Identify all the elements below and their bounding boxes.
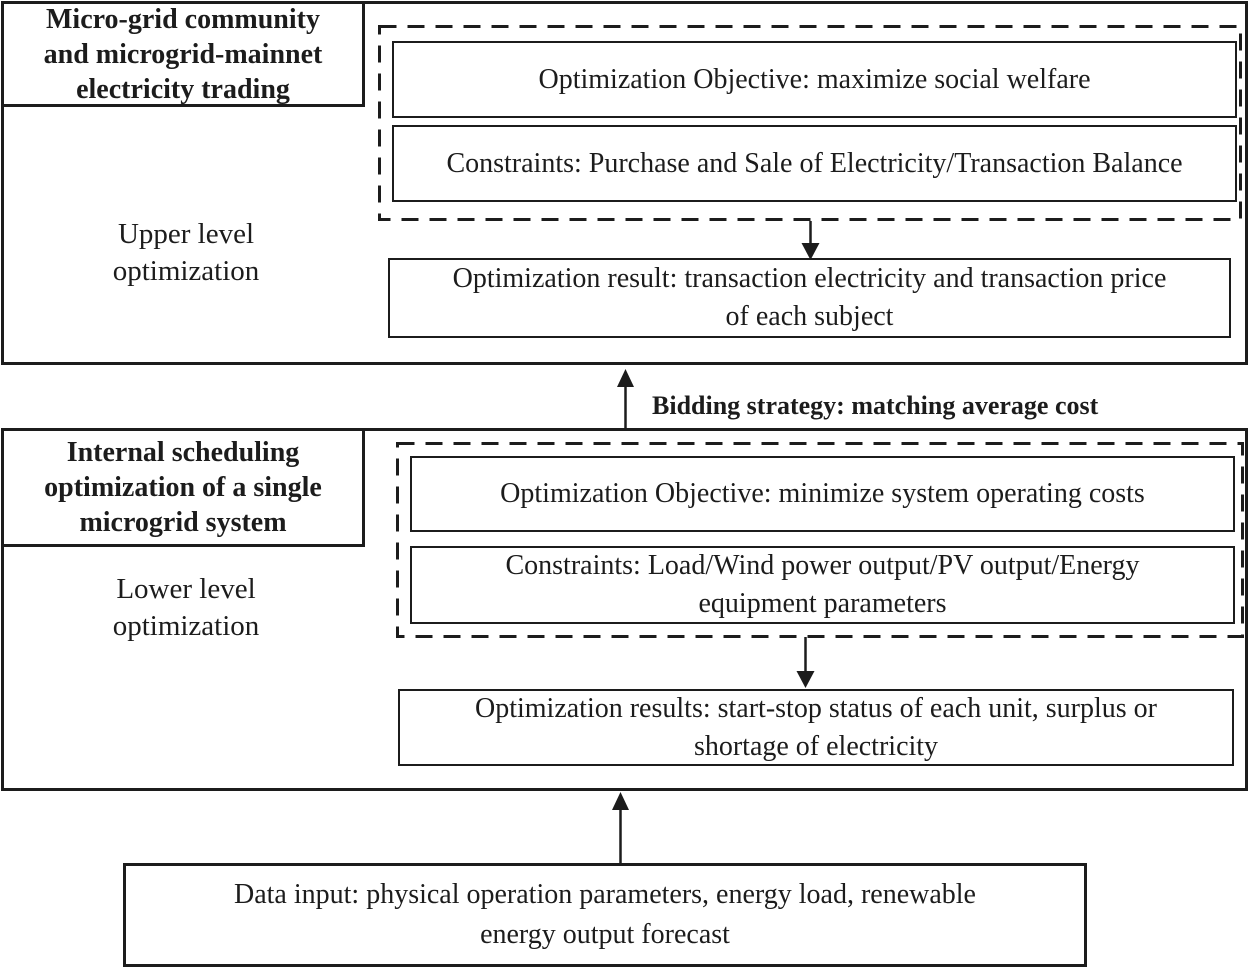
lower-result-box	[398, 689, 1234, 766]
lower-title-line-3: microgrid system	[79, 507, 287, 538]
upper-objective-text: Optimization Objective: maximize social welfare	[538, 63, 1091, 95]
arrow-bidding-strategy-up	[617, 369, 634, 428]
lower-constraints-line-1: Constraints: Load/Wind power output/PV output/Energy	[505, 550, 1140, 581]
lower-title-line-2: optimization of a single	[44, 472, 322, 503]
lower-result-line-2: shortage of electricity	[693, 730, 939, 762]
data-input-box	[123, 863, 1087, 967]
upper-constraints-text: Constraints: Purchase and Sale of Electricity/Transaction Balance	[446, 147, 1183, 179]
upper-result-line-2: of each subject	[725, 301, 894, 332]
upper-result-box	[388, 258, 1231, 338]
upper-level-label-line-1: Upper level	[117, 218, 255, 250]
lower-section-title	[1, 428, 365, 547]
lower-result-line-1: Optimization results: start-stop status of each unit, surplus or	[474, 692, 1157, 724]
upper-constraints-box	[392, 125, 1237, 202]
lower-objective-box	[410, 456, 1235, 532]
lower-level-label-line-2: optimization	[112, 610, 260, 642]
arrow-data-input-up	[612, 792, 629, 863]
data-input-line-2: energy output forecast	[480, 919, 730, 950]
lower-objective-text: Optimization Objective: minimize system operating costs	[500, 478, 1145, 509]
upper-objective-box	[392, 41, 1237, 118]
lower-constraints-box	[410, 546, 1235, 624]
upper-result-line-1: Optimization result: transaction electricity and transaction price	[452, 263, 1167, 294]
bidding-strategy-label: Bidding strategy: matching average cost	[652, 391, 1099, 420]
arrow-upper-model-to-result	[802, 221, 820, 260]
arrow-lower-model-to-result	[797, 637, 815, 688]
upper-title-line-2: and microgrid-mainnet	[43, 38, 323, 70]
lower-level-label	[30, 570, 342, 646]
upper-section-title	[1, 1, 365, 107]
upper-level-label	[30, 215, 342, 291]
lower-title-line-1: Internal scheduling	[66, 437, 300, 468]
upper-title-line-1: Micro-grid community	[46, 3, 320, 35]
data-input-line-1: Data input: physical operation parameters, energy load, renewable	[234, 879, 976, 910]
lower-constraints-line-2: equipment parameters	[698, 588, 947, 619]
upper-level-label-line-2: optimization	[112, 255, 260, 287]
lower-level-label-line-1: Lower level	[116, 573, 256, 605]
upper-title-line-3: electricity trading	[76, 73, 290, 105]
